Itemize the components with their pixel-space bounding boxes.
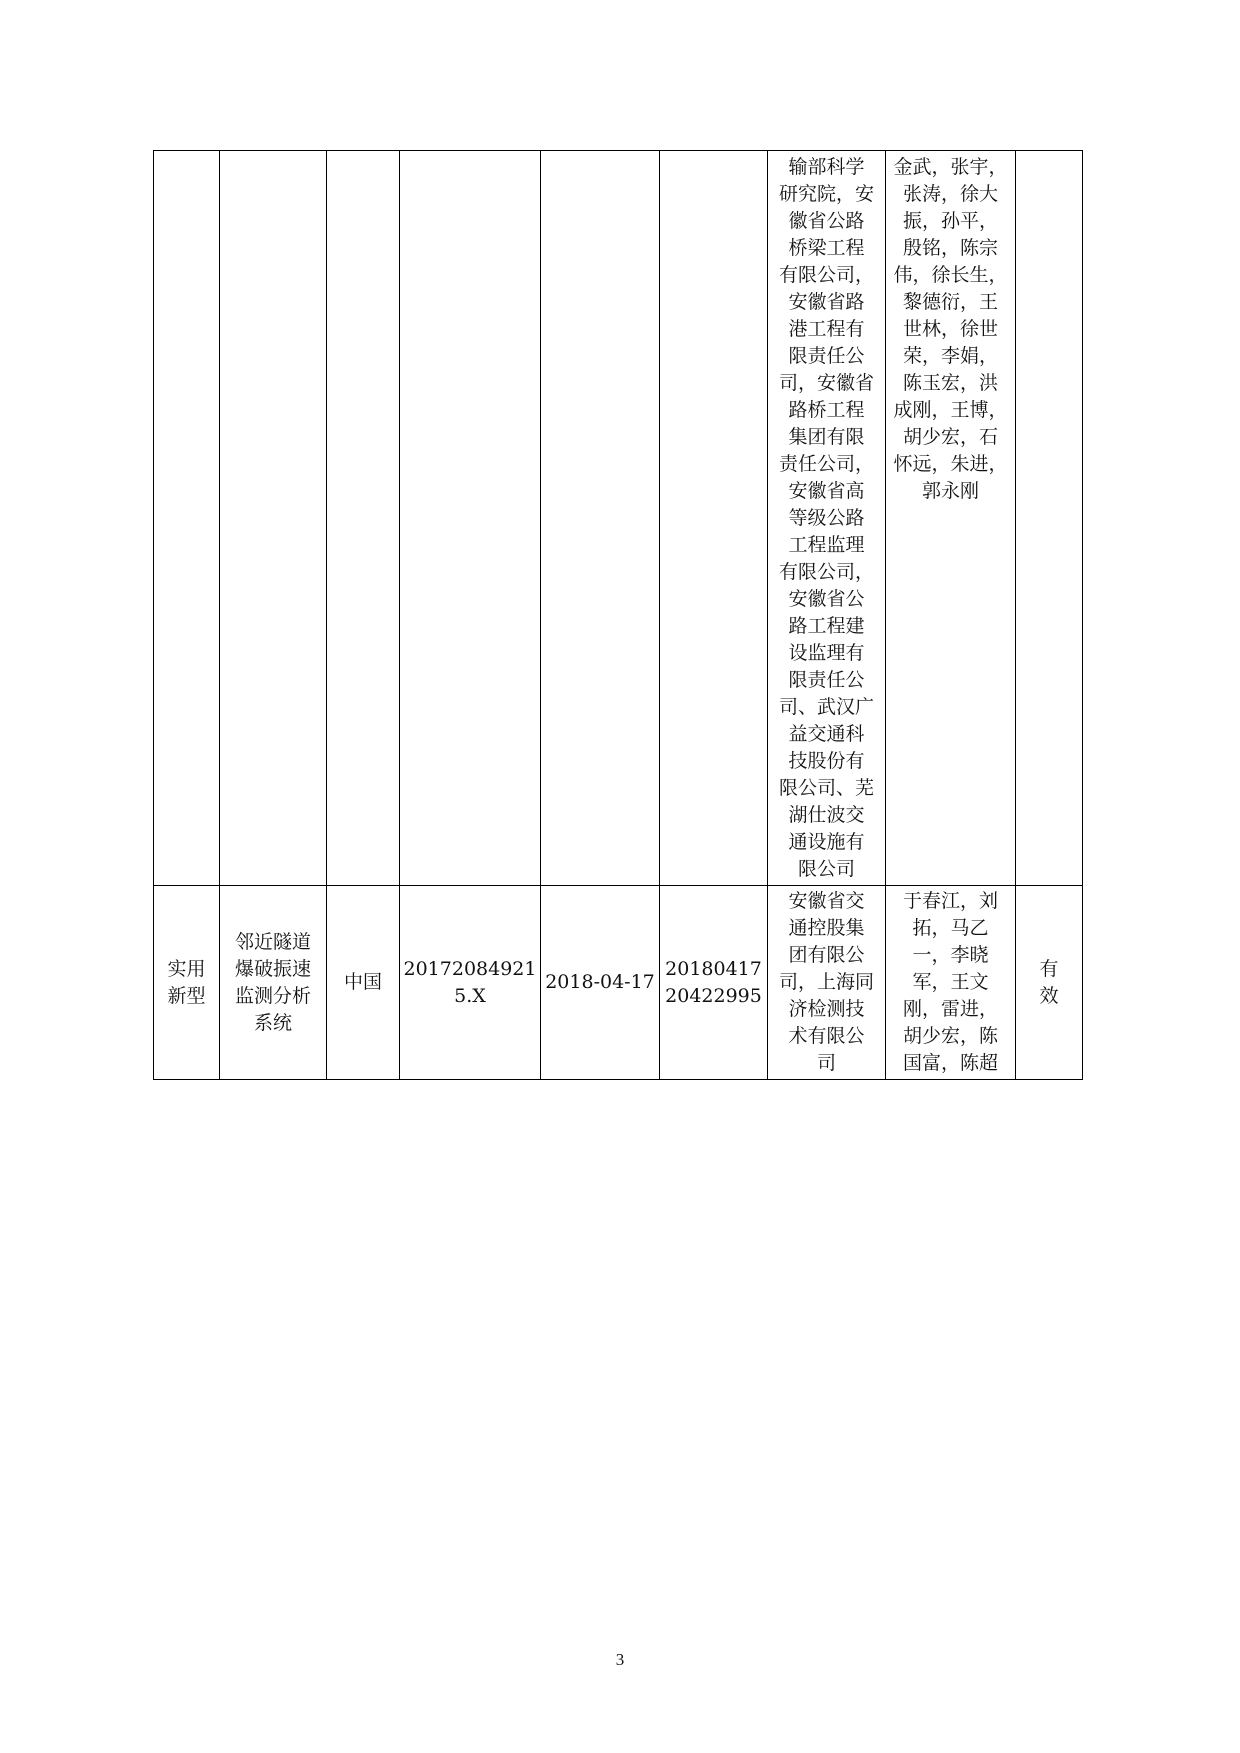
application-no-cell — [400, 151, 541, 886]
date-cell — [541, 151, 660, 886]
type-cell — [154, 151, 220, 886]
table-row — [154, 886, 1083, 1080]
table-row-continuation — [154, 151, 1083, 886]
status-cell — [1016, 886, 1083, 1080]
certificate-no-cell — [660, 886, 768, 1080]
name-cell — [220, 886, 327, 1080]
page-number: 3 — [615, 1650, 625, 1669]
inventors-cell — [886, 886, 1016, 1080]
patent-country: 中国 — [343, 971, 382, 993]
name-cell — [220, 151, 327, 886]
country-cell — [327, 151, 400, 886]
grant-date: 2018-04-17 — [545, 971, 655, 993]
patent-status: 有 效 — [1039, 957, 1059, 1007]
applicants-text: 输部科学 研究院，安 徽省公路 桥梁工程 有限公司， 安徽省路 港工程有 限责任公 司，安徽省 路桥工程 集团有限 责任公司， 安徽省高 等级公路 工程监理 有限公司， 安徽省公 路工程建 设监理有 限责任公 司、武汉广 益交通科 技股份有 限公司、芜 湖仕波交 通设施有 限公司 — [778, 156, 874, 880]
inventors-text: 于春江，刘 拓，马乙 一，李晓 军，王文 刚，雷进， 胡少宏，陈 国富，陈超 — [902, 890, 998, 1074]
patent-type: 实用 新型 — [167, 957, 206, 1007]
patent-name: 邻近隧道 爆破振速 监测分析 系统 — [234, 930, 311, 1034]
status-cell — [1016, 151, 1083, 886]
patent-table — [153, 150, 1083, 1080]
certificate-number: 20180417 20422995 — [665, 957, 762, 1007]
inventors-text: 金武，张宇， 张涛，徐大 振，孙平， 殷铭，陈宗 伟，徐长生， 黎德衍，王 世林，徐世 荣，李娟， 陈玉宏，洪 成刚，王博， 胡少宏，石 怀远，朱进， 郭永刚 — [893, 156, 1008, 502]
applicants-cell — [768, 151, 886, 886]
inventors-cell — [886, 151, 1016, 886]
application-no-cell — [400, 886, 541, 1080]
country-cell — [327, 886, 400, 1080]
certificate-no-cell — [660, 151, 768, 886]
applicants-cell — [768, 886, 886, 1080]
applicants-text: 安徽省交 通控股集 团有限公 司，上海同 济检测技 术有限公 司 — [778, 890, 874, 1074]
type-cell — [154, 886, 220, 1080]
application-number: 20172084921 5.X — [403, 957, 537, 1007]
date-cell — [541, 886, 660, 1080]
